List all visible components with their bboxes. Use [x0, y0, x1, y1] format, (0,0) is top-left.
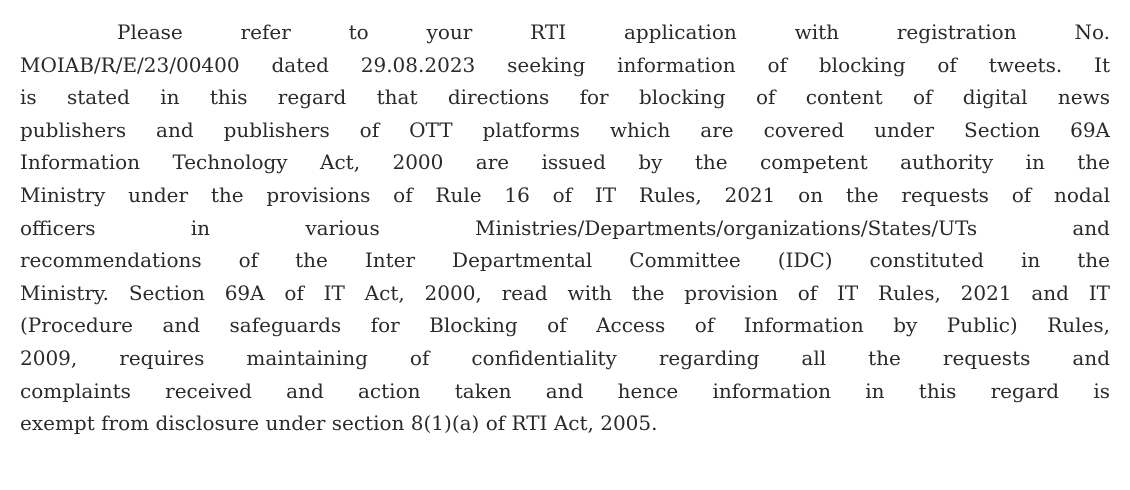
paragraph-line: Ministry under the provisions of Rule 16 of IT Rules, 2021 on the requests of nodal — [20, 182, 1110, 207]
body-paragraph — [20, 16, 1110, 440]
paragraph-line: complaints received and action taken and hence information in this regard is — [20, 378, 1110, 403]
paragraph-line: (Procedure and safeguards for Blocking of Access of Information by Public) Rules, — [20, 313, 1110, 338]
paragraph-line: Ministry. Section 69A of IT Act, 2000, read with the provision of IT Rules, 2021 and IT — [20, 280, 1110, 305]
paragraph-line: officers in various Ministries/Departments/organizations/States/UTs and — [20, 215, 1110, 240]
paragraph-line: 2009, requires maintaining of confidentiality regarding all the requests and — [20, 345, 1110, 370]
paragraph-line: recommendations of the Inter Departmental Committee (IDC) constituted in the — [20, 248, 1110, 273]
paragraph-line: MOIAB/R/E/23/00400 dated 29.08.2023 seeking information of blocking of tweets. It — [20, 52, 1110, 77]
paragraph-line: publishers and publishers of OTT platforms which are covered under Section 69A — [20, 117, 1110, 142]
paragraph-line: Information Technology Act, 2000 are issued by the competent authority in the — [20, 150, 1110, 175]
paragraph-line: Please refer to your RTI application with registration No. — [117, 20, 1110, 44]
paragraph-line: exempt from disclosure under section 8(1)(a) of RTI Act, 2005. — [20, 411, 658, 436]
paragraph-line: is stated in this regard that directions for blocking of content of digital news — [20, 85, 1110, 110]
